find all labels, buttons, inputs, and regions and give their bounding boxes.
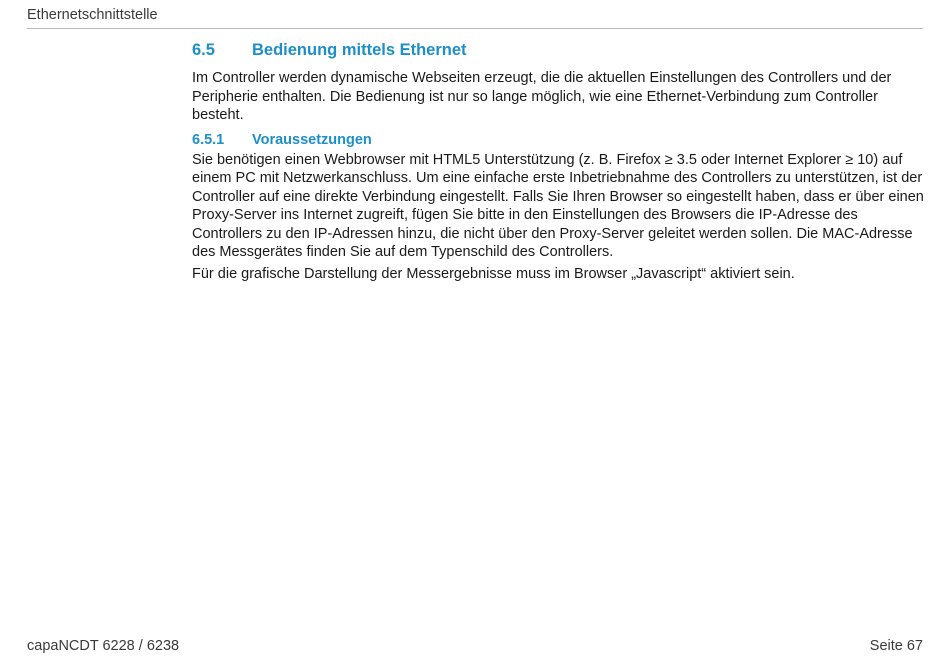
subsection-paragraph: Für die grafische Darstellung der Messergebnisse muss im Browser „Javascript“ aktiviert sein.	[192, 265, 795, 282]
subsection-title: Voraussetzungen	[252, 131, 372, 148]
section-title: Bedienung mittels Ethernet	[252, 41, 467, 59]
page-content	[192, 40, 927, 283]
section-paragraph: Im Controller werden dynamische Webseiten erzeugt, die die aktuellen Einstellungen des Controllers und der Peripherie enthalten. Die Bedienung ist nur so lange möglich, wie eine Ethernet-Verbindung zum Controller besteht.	[192, 70, 892, 123]
section-number: 6.5	[192, 41, 215, 59]
subsection-number: 6.5.1	[192, 131, 225, 148]
footer-page-number: Seite 67	[869, 638, 923, 654]
section-heading	[192, 40, 927, 60]
subsection-heading	[192, 131, 927, 149]
header-divider	[27, 28, 923, 29]
footer-product: capaNCDT 6228 / 6238	[27, 638, 180, 654]
running-header: Ethernetschnittstelle	[27, 7, 158, 23]
subsection-paragraph: Sie benötigen einen Webbrowser mit HTML5 Unterstützung (z. B. Firefox ≥ 3.5 oder Internet Explorer ≥ 10) auf einem PC mit Netzwerkanschluss. Um eine einfache erste Inbetriebnahme des Controllers zu unterstützen, ist der Controller auf eine direkte Verbindung eingestellt. Falls Sie Ihren Browser so eingestellt haben, dass er über einen Proxy-Server ins Internet zugreift, fügen Sie bitte in den Einstellungen des Browsers die IP-Adresse des Controllers zu den IP-Adressen hinzu, die nicht über den Proxy-Server geleitet werden sollen. Die MAC-Adresse des Messgerätes finden Sie auf dem Typenschild des Controllers.	[192, 151, 924, 260]
